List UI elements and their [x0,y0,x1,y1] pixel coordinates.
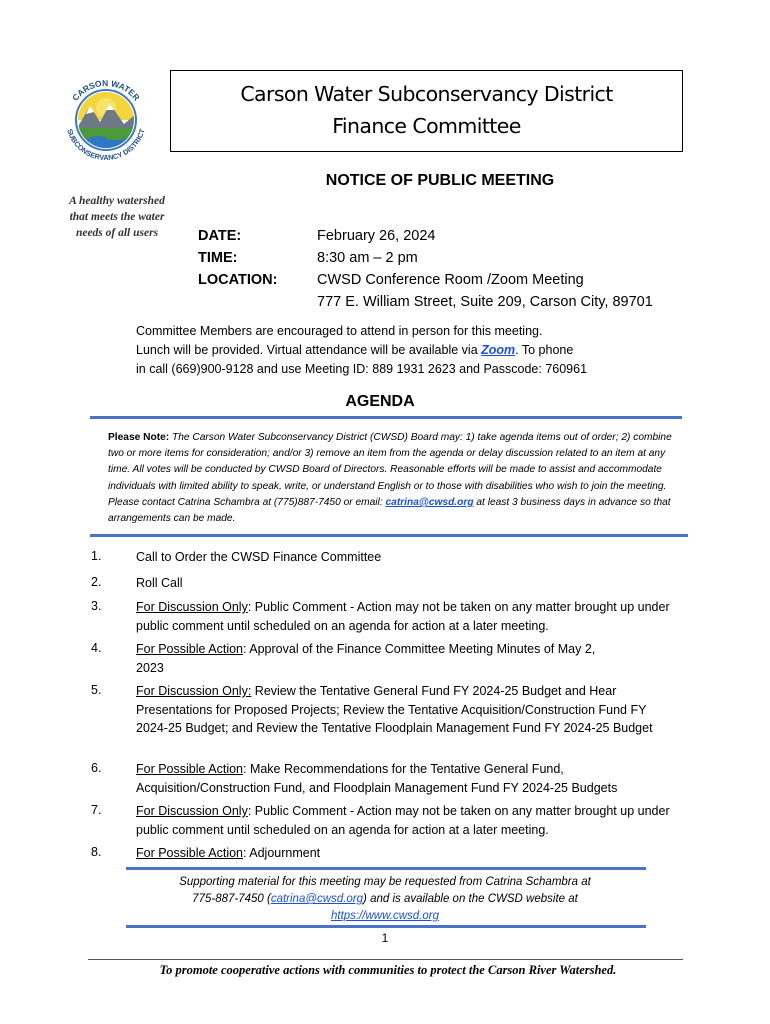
intro-line [136,341,656,360]
location-label: LOCATION: [198,272,278,288]
agenda-item [136,574,681,593]
organization-name: Carson Water Subconservancy District [240,82,613,106]
item-number: 1. [91,549,102,563]
support-text: ) and is available on the CWSD website at [363,893,578,905]
item-text: : Public Comment - Action may not be taken on any matter brought up under public comment until scheduled on an agenda for action at a later meeting. [136,600,670,633]
tagline [48,193,186,241]
agenda-item [136,844,681,863]
divider [126,867,646,870]
zoom-link[interactable]: Zoom [481,343,516,357]
intro-text: . To phone [515,343,574,357]
intro-line: Committee Members are encouraged to attend in person for this meeting. [136,324,543,338]
please-note [108,430,678,527]
agenda-title: AGENDA [345,393,415,410]
support-line [140,908,630,925]
time-label: TIME: [198,250,238,266]
item-number: 5. [91,683,102,697]
item-prefix: For Possible Action [136,762,243,776]
date-label: DATE: [198,228,242,244]
item-prefix: For Discussion Only [136,804,248,818]
tagline-line: that meets the water [69,211,165,223]
title-box [170,70,683,152]
website-link[interactable]: https://www.cwsd.org [330,910,439,922]
agenda-item [136,598,681,635]
agenda-item [136,548,681,567]
item-number: 2. [91,575,102,589]
location-line-2: 777 E. William Street, Suite 209, Carson City, 89701 [317,294,653,310]
divider [90,416,682,419]
item-text: Roll Call [136,576,183,590]
support-text: 775-887-7450 ( [192,893,271,905]
note-label: Please Note: [108,432,170,443]
agenda-item [136,802,681,839]
item-text: Review the Tentative General Fund FY 2024-25 Budget and Hear Presentations for Proposed Projects; Review the Tentative Acquisition/Construction Fund FY 2024-25 Budget; and Review the Tentative Floodplain Management Fund FY 2024-25 Budget [136,684,653,735]
divider [90,534,688,537]
item-text: : Public Comment - Action may not be taken on any matter brought up under public comment until scheduled on an agenda for action at a later meeting. [136,804,670,837]
page-number: 1 [381,931,389,945]
footer-mission: To promote cooperative actions with communities to protect the Carson River Watershed. [159,963,617,977]
intro-paragraph [136,322,656,379]
item-prefix: For Possible Action [136,642,243,656]
item-text: : Approval of the Finance Committee Meeting Minutes of May 2, 2023 [136,642,596,675]
item-text: : Adjournment [243,846,321,860]
agenda-item [136,682,666,738]
logo-text-top: CARSON WATER [70,77,142,103]
item-text: : Make Recommendations for the Tentative General Fund, Acquisition/Construction Fund, and Floodplain Management Fund FY 2024-25 Budgets [136,762,618,795]
tagline-line: needs of all users [75,227,159,239]
time-value: 8:30 am – 2 pm [317,250,418,266]
agenda-item [136,760,681,797]
item-number: 8. [91,845,102,859]
note-text: The Carson Water Subconservancy District (CWSD) Board may: 1) take agenda items out of order; 2) combine two or more items for consideration; and/or 3) remove an item from the agenda or delay discussion related to an item at any time. All votes will be conducted by CWSD Board of Directors. Reasonable efforts will be made to assist and accommodate individuals with limited ability to speak, write, or understand English or to those with disabilities who wish to join the meeting. Please contact Catrina Schambra at (775)887-7450 or email: [108,432,672,508]
tagline-line: A healthy watershed [69,195,165,207]
logo-text-bottom: SUBCONSERVANCY DISTRICT [65,127,147,163]
cwsd-logo [56,70,156,170]
committee-name: Finance Committee [332,114,521,138]
support-line: Supporting material for this meeting may be requested from Catrina Schambra at [179,876,591,888]
notice-title: NOTICE OF PUBLIC MEETING [325,172,555,189]
email-link[interactable]: catrina@cwsd.org [385,496,474,508]
item-text: Call to Order the CWSD Finance Committee [136,550,382,564]
intro-line: in call (669)900-9128 and use Meeting ID: 889 1931 2623 and Passcode: 760961 [136,362,588,376]
support-line [140,891,630,908]
item-number: 6. [91,761,102,775]
item-number: 4. [91,641,102,655]
item-number: 7. [91,803,102,817]
agenda-item [136,640,616,677]
intro-text: Lunch will be provided. Virtual attendance will be available via [136,343,482,357]
divider [126,925,646,928]
support-email-link[interactable]: catrina@cwsd.org [270,893,364,905]
note-text-after: at least 3 business days in advance so that arrangements can be made. [108,496,671,525]
item-prefix: For Discussion Only: [136,684,252,698]
item-prefix: For Possible Action [136,846,243,860]
footer-rule [88,959,683,960]
supporting-material [140,874,630,925]
location-line-1: CWSD Conference Room /Zoom Meeting [317,272,584,288]
item-prefix: For Discussion Only [136,600,248,614]
item-number: 3. [91,599,102,613]
date-value: February 26, 2024 [317,228,436,244]
